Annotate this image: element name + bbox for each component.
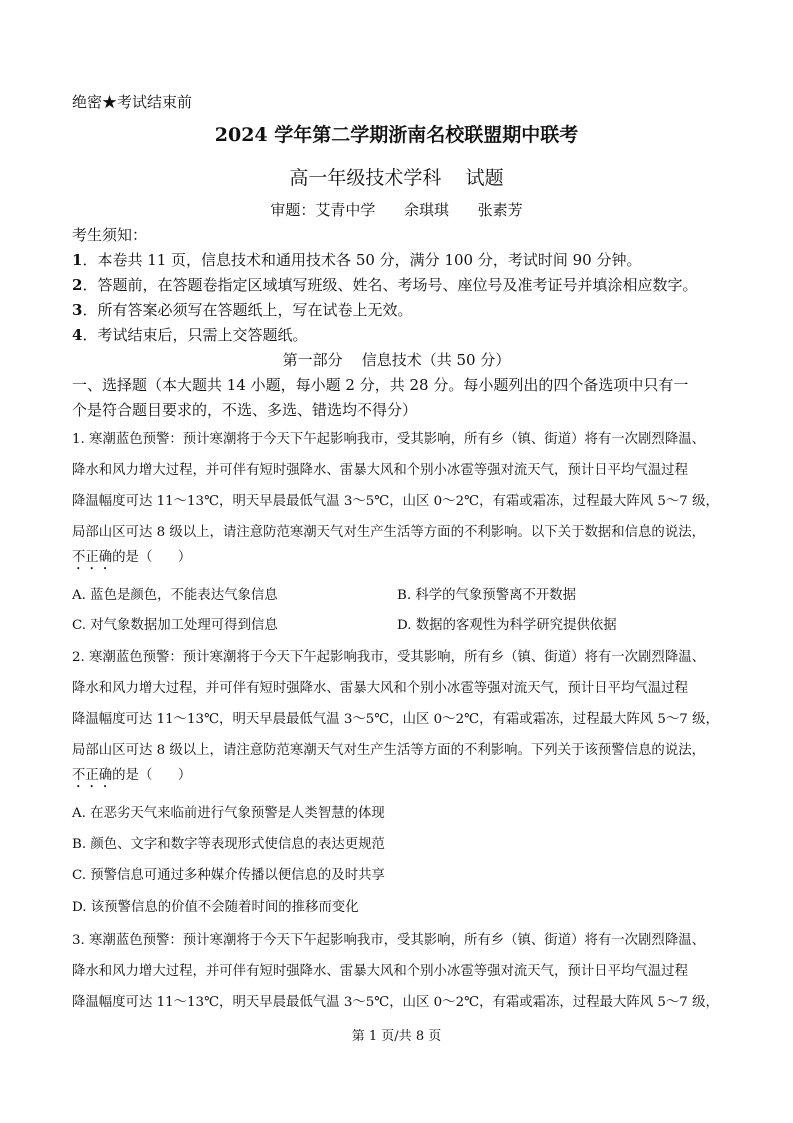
question-1-option-d: D. 数据的客观性为科学研究提供依据 (397, 618, 617, 633)
notice-item: 3．所有答案必须写在答题纸上，写在试卷上无效。 (72, 301, 413, 319)
question-1-option-a: A. 蓝色是颜色，不能表达气象信息 (72, 588, 278, 603)
notice-item: 4．考试结束后，只需上交答题纸。 (72, 326, 308, 344)
question-1-text: 降水和风力增大过程，并可伴有短时强降水、雷暴大风和个别小冰雹等强对流天气，预计日平均气温过程 (72, 463, 688, 478)
question-2-text: 降温幅度可达 11～13℃，明天早晨最低气温 3～5℃，山区 0～2℃，有霜或霜冻，过程最大阵风 5～7 级， (72, 712, 719, 727)
notice-item: 2．答题前，在答题卷指定区域填写班级、姓名、考场号、座位号及准考证号并填涂相应数字。 (72, 276, 698, 294)
reviewers: 审题：艾青中学 余琪琪 张素芳 (270, 201, 523, 219)
question-3-text: 降温幅度可达 11～13℃，明天早晨最低气温 3～5℃，山区 0～2℃，有霜或霜冻，过程最大阵风 5～7 级， (72, 995, 719, 1010)
exam-title: 2024 学年第二学期浙南名校联盟期中联考 (214, 124, 579, 146)
question-2-text: 局部山区可达 8 级以上，请注意防范寒潮天气对生产生活等方面的不利影响。下列关于该预警信息的说法， (72, 743, 705, 758)
exam-subtitle: 高一年级技术学科 试题 (289, 167, 504, 189)
notice-heading: 考生须知： (72, 226, 148, 244)
question-2-option-d: D. 该预警信息的价值不会随着时间的推移而变化 (72, 900, 359, 915)
question-2-option-c: C. 预警信息可通过多种媒介传播以便信息的及时共享 (72, 868, 385, 883)
question-1-option-c: C. 对气象数据加工处理可得到信息 (72, 618, 278, 633)
question-1-stem-end: 不正确的是（ ） (72, 550, 192, 565)
secret-mark: 绝密★考试结束前 (72, 93, 193, 111)
question-1-text: 降温幅度可达 11～13℃，明天早晨最低气温 3～5℃，山区 0～2℃，有霜或霜冻，过程最大阵风 5～7 级， (72, 494, 719, 509)
page-footer: 第 1 页/共 8 页 (351, 1029, 442, 1044)
question-1-text: 局部山区可达 8 级以上，请注意防范寒潮天气对生产生活等方面的不利影响。以下关于数据和信息的说法， (72, 525, 705, 540)
question-1-text: 1. 寒潮蓝色预警：预计寒潮将于今天下午起影响我市，受其影响，所有乡（镇、街道）将有一次剧烈降温、 (72, 432, 705, 447)
question-2-text: 降水和风力增大过程，并可伴有短时强降水、雷暴大风和个别小冰雹等强对流天气，预计日平均气温过程 (72, 681, 688, 696)
section-instructions: 个是符合题目要求的，不选、多选、错选均不得分） (72, 401, 418, 419)
question-2-option-b: B. 颜色、文字和数字等表现形式使信息的表达更规范 (72, 837, 385, 852)
question-2-option-a: A. 在恶劣天气来临前进行气象预警是人类智慧的体现 (72, 806, 385, 821)
question-1-option-b: B. 科学的气象预警离不开数据 (397, 588, 577, 603)
part-title: 第一部分 信息技术（共 50 分） (282, 351, 511, 369)
notice-item: 1．本卷共 11 页，信息技术和通用技术各 50 分，满分 100 分，考试时间 90 分钟。 (72, 251, 642, 269)
question-3-text: 3. 寒潮蓝色预警：预计寒潮将于今天下午起影响我市，受其影响，所有乡（镇、街道）将有一次剧烈降温、 (72, 933, 705, 948)
question-2-text: 2. 寒潮蓝色预警：预计寒潮将于今天下午起影响我市，受其影响，所有乡（镇、街道）将有一次剧烈降温、 (72, 650, 705, 665)
question-3-text: 降水和风力增大过程，并可伴有短时强降水、雷暴大风和个别小冰雹等强对流天气，预计日平均气温过程 (72, 964, 688, 979)
section-instructions: 一、选择题（本大题共 14 小题，每小题 2 分，共 28 分。每小题列出的四个备选项中只有一 (72, 376, 689, 394)
question-2-stem-end: 不正确的是（ ） (72, 768, 192, 783)
